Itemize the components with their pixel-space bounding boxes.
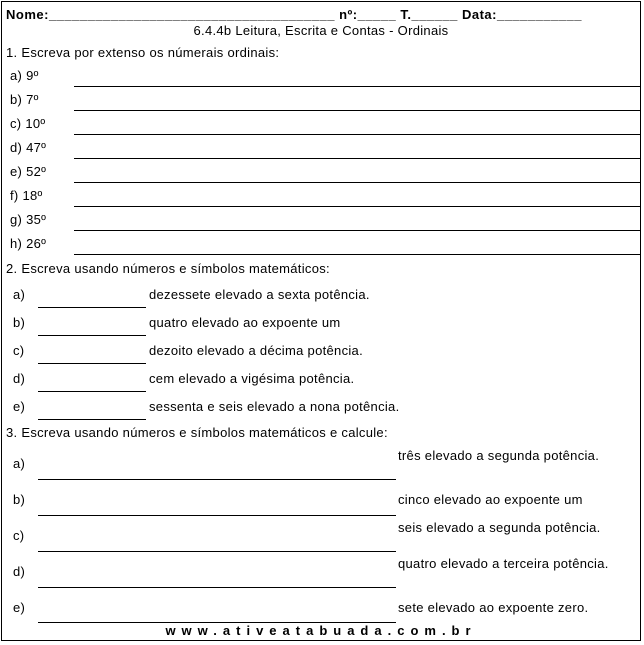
q1-item [2,236,642,260]
q2-item-label: e) [13,399,26,414]
q3-item-text: sete elevado ao expoente zero. [398,600,589,615]
question-1-title: 1. Escreva por extenso os númerais ordinais: [6,45,280,60]
q1-item [2,188,642,212]
q1-item [2,140,642,164]
answer-line[interactable] [74,182,640,183]
q1-item-label: f) 18º [10,188,43,203]
q3-item-text: quatro elevado a terceira potência. [398,556,609,571]
q2-item-label: b) [13,315,26,330]
q2-item [2,287,642,311]
answer-line[interactable] [74,230,640,231]
q2-item-label: c) [13,343,25,358]
answer-line[interactable] [38,551,396,552]
q3-item-label: e) [13,600,26,615]
answer-line[interactable] [74,254,640,255]
q3-item [2,591,642,625]
answer-line[interactable] [38,391,146,392]
q3-item-label: d) [13,564,26,579]
answer-line[interactable] [38,515,396,516]
worksheet [1,1,641,641]
q2-item-text: dezessete elevado a sexta potência. [149,287,370,302]
q1-item [2,116,642,140]
q1-item-label: h) 26º [10,236,47,251]
q3-item-text: seis elevado a segunda potência. [398,520,601,535]
answer-line[interactable] [74,158,640,159]
q2-item-label: a) [13,287,26,302]
q1-item-label: b) 7º [10,92,39,107]
q3-item [2,555,642,589]
answer-line[interactable] [38,479,396,480]
q3-item [2,519,642,553]
q1-item [2,164,642,188]
q2-item-text: quatro elevado ao expoente um [149,315,341,330]
question-2-title: 2. Escreva usando números e símbolos matemáticos: [6,261,330,276]
answer-line[interactable] [74,86,640,87]
answer-line[interactable] [74,110,640,111]
q2-item-text: dezoito elevado a décima potência. [149,343,364,358]
q1-item-label: e) 52º [10,164,47,179]
q2-item-label: d) [13,371,26,386]
q3-item-label: b) [13,492,26,507]
q3-item-label: a) [13,456,26,471]
q2-item-text: cem elevado a vigésima potência. [149,371,355,386]
q1-item [2,212,642,236]
q3-item-label: c) [13,528,25,543]
worksheet-title: 6.4.4b Leitura, Escrita e Contas - Ordinais [193,23,449,38]
answer-line[interactable] [38,587,396,588]
q1-item-label: d) 47º [10,140,47,155]
q2-item [2,371,642,395]
q2-item [2,343,642,367]
q3-item-text: três elevado a segunda potência. [398,448,600,463]
answer-line[interactable] [74,206,640,207]
answer-line[interactable] [38,335,146,336]
site-url-footer: www.ativeatabuada.com.br [165,623,477,638]
q3-item-text: cinco elevado ao expoente um [398,492,583,507]
q2-item-text: sessenta e seis elevado a nona potência. [149,399,400,414]
q3-item [2,447,642,481]
q2-item [2,315,642,339]
name-line: Nome:_____________________________________ nº:_____ T.______ Data:___________ [6,7,582,22]
answer-line[interactable] [38,363,146,364]
answer-line[interactable] [74,134,640,135]
q1-item [2,68,642,92]
q1-item-label: c) 10º [10,116,46,131]
q2-item [2,399,642,423]
q3-item [2,483,642,517]
answer-line[interactable] [38,419,146,420]
q1-item [2,92,642,116]
answer-line[interactable] [38,307,146,308]
q1-item-label: g) 35º [10,212,47,227]
question-3-title: 3. Escreva usando números e símbolos matemáticos e calcule: [6,425,388,440]
q1-item-label: a) 9º [10,68,39,83]
